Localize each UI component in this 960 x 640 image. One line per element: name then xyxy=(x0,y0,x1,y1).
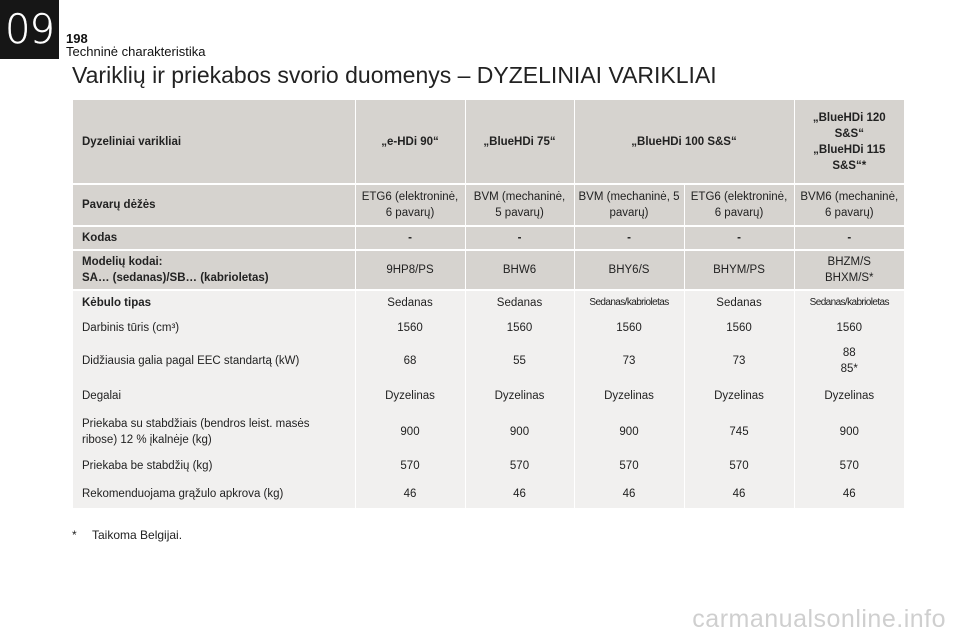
table-cell: Sedanas/kabrioletas xyxy=(574,290,684,315)
code-cell: - xyxy=(355,226,465,250)
model-codes-label: Modelių kodai: xyxy=(82,256,163,268)
engine-spec-table xyxy=(73,100,904,508)
table-cell: 46 xyxy=(684,479,794,508)
engine-header: „e-HDi 90“ xyxy=(355,100,465,184)
model-codes-row xyxy=(73,250,904,290)
row-label: Degalai xyxy=(73,381,355,411)
gearbox-cell: ETG6 (elektroninė, 6 pavarų) xyxy=(684,184,794,226)
table-cell: Dyzelinas xyxy=(465,381,574,411)
table-cell: 46 xyxy=(574,479,684,508)
table-cell: 73 xyxy=(574,341,684,381)
model-code-cell: BHY6/S xyxy=(574,250,684,290)
table-cell: 68 xyxy=(355,341,465,381)
table-row xyxy=(73,453,904,479)
table-cell: 900 xyxy=(355,411,465,453)
table-row xyxy=(73,411,904,453)
footnote-text: Taikoma Belgijai. xyxy=(92,528,183,542)
table-cell: Dyzelinas xyxy=(355,381,465,411)
table-cell: 570 xyxy=(355,453,465,479)
gearbox-cell: BVM (mechaninė, 5 pavarų) xyxy=(465,184,574,226)
code-cell: - xyxy=(794,226,904,250)
row-label: Rekomenduojama grąžulo apkrova (kg) xyxy=(73,479,355,508)
table-cell: 46 xyxy=(465,479,574,508)
gearbox-row xyxy=(73,184,904,226)
table-cell: 1560 xyxy=(355,315,465,341)
gearbox-cell: BVM (mechaninė, 5 pavarų) xyxy=(574,184,684,226)
engine-header: „BlueHDi 120 S&S“ „BlueHDi 115 S&S“* xyxy=(794,100,904,184)
gearbox-cell: BVM6 (mechaninė, 6 pavarų) xyxy=(794,184,904,226)
table-cell: 46 xyxy=(794,479,904,508)
header-row xyxy=(73,100,904,184)
code-cell: - xyxy=(574,226,684,250)
table-cell: 570 xyxy=(794,453,904,479)
model-code-cell: 9HP8/PS xyxy=(355,250,465,290)
model-code-cell: BHZM/S BHXM/S* xyxy=(794,250,904,290)
row-label: Pavarų dėžės xyxy=(73,184,355,226)
page-title: Variklių ir priekabos svorio duomenys – DYZELINIAI VARIKLIAI xyxy=(72,62,717,88)
table-cell: 46 xyxy=(355,479,465,508)
code-cell: - xyxy=(465,226,574,250)
table-cell: Dyzelinas xyxy=(574,381,684,411)
table-cell: 88 85* xyxy=(794,341,904,381)
table-cell: 1560 xyxy=(574,315,684,341)
gearbox-cell: ETG6 (elektroninė, 6 pavarų) xyxy=(355,184,465,226)
footnote-marker: * xyxy=(72,528,77,542)
table-cell: 1560 xyxy=(684,315,794,341)
model-code-cell: BHYM/PS xyxy=(684,250,794,290)
table-cell: 900 xyxy=(465,411,574,453)
table-cell: 73 xyxy=(684,341,794,381)
engine-header: „BlueHDi 75“ xyxy=(465,100,574,184)
table-cell: 900 xyxy=(574,411,684,453)
table-row xyxy=(73,341,904,381)
table-cell: Sedanas xyxy=(465,290,574,315)
table-cell: Sedanas xyxy=(355,290,465,315)
row-label: Kėbulo tipas xyxy=(73,290,355,315)
table-cell: 1560 xyxy=(465,315,574,341)
footnote xyxy=(72,528,182,542)
table-row xyxy=(73,290,904,315)
table-cell: 570 xyxy=(465,453,574,479)
row-label: Priekaba be stabdžių (kg) xyxy=(73,453,355,479)
model-code-cell: BHW6 xyxy=(465,250,574,290)
page-number: 198 xyxy=(66,31,88,46)
chapter-badge xyxy=(0,0,59,59)
table-cell: Sedanas xyxy=(684,290,794,315)
table-cell: 1560 xyxy=(794,315,904,341)
section-title: Techninė charakteristika xyxy=(66,44,206,59)
watermark: carmanualsonline.info xyxy=(692,605,946,633)
table-cell: 745 xyxy=(684,411,794,453)
table-cell: Dyzelinas xyxy=(794,381,904,411)
engine-header: „BlueHDi 100 S&S“ xyxy=(574,100,794,184)
table-cell: 570 xyxy=(684,453,794,479)
row-label: Kodas xyxy=(73,226,355,250)
row-label xyxy=(73,250,355,290)
model-codes-sublabel: SA… (sedanas)/SB… (kabrioletas) xyxy=(82,272,269,284)
row-label: Priekaba su stabdžiais (bendros leist. masės ribose) 12 % įkalnėje (kg) xyxy=(73,411,355,453)
table-row xyxy=(73,315,904,341)
code-row xyxy=(73,226,904,250)
row-label: Didžiausia galia pagal EEC standartą (kW) xyxy=(73,341,355,381)
row-label: Darbinis tūris (cm³) xyxy=(73,315,355,341)
table-cell: Sedanas/kabrioletas xyxy=(794,290,904,315)
table-cell: 900 xyxy=(794,411,904,453)
table-row xyxy=(73,381,904,411)
header-label: Dyzeliniai varikliai xyxy=(73,100,355,184)
table-cell: 570 xyxy=(574,453,684,479)
code-cell: - xyxy=(684,226,794,250)
table-cell: 55 xyxy=(465,341,574,381)
table-cell: Dyzelinas xyxy=(684,381,794,411)
chapter-number: 09 xyxy=(5,6,54,53)
table-row xyxy=(73,479,904,508)
